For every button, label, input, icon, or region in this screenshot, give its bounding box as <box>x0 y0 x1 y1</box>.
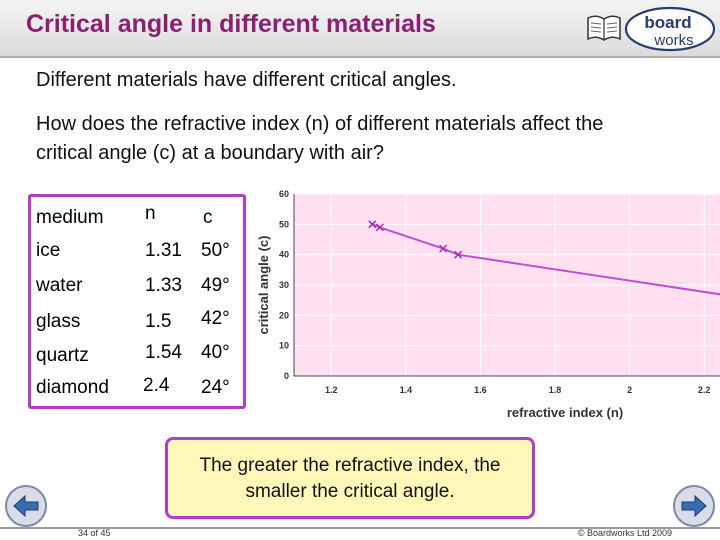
table-cell-c: 24° <box>201 377 230 398</box>
y-tick-label: 20 <box>278 310 289 321</box>
slide-title: Critical angle in different materials <box>26 10 436 38</box>
table-cell-n: 2.4 <box>143 375 170 396</box>
y-tick-label: 40 <box>278 249 289 260</box>
x-tick-label: 1.6 <box>474 385 487 395</box>
x-tick-label: 1.2 <box>325 385 338 395</box>
table-cell-n: 1.54 <box>145 342 182 363</box>
y-tick-label: 50 <box>278 219 289 230</box>
table-header-c: c <box>203 207 213 228</box>
table-cell-c: 50° <box>201 240 230 261</box>
table-cell-n: 1.5 <box>145 311 172 332</box>
logo-line2: works <box>654 32 694 49</box>
page-number: 34 of 45 <box>78 528 111 538</box>
y-tick-label: 30 <box>278 280 289 290</box>
table-cell-n: 1.31 <box>145 240 182 261</box>
y-tick-label: 60 <box>278 189 289 199</box>
logo-line1: board <box>644 13 692 32</box>
materials-table <box>28 194 246 409</box>
header-divider <box>0 56 720 58</box>
x-tick-label: 2.2 <box>697 385 711 395</box>
next-slide-button[interactable] <box>672 484 716 528</box>
y-axis-label: critical angle (c) <box>256 235 271 335</box>
table-cell-c: 42° <box>201 308 230 329</box>
previous-slide-button[interactable] <box>4 484 48 528</box>
intro-text: Different materials have different critical angles. <box>36 69 457 91</box>
critical-angle-chart <box>250 180 711 430</box>
x-axis-label: refractive index (n) <box>506 405 624 420</box>
table-header-n: n <box>145 203 156 224</box>
x-tick-label: 1.8 <box>548 385 562 395</box>
question-text: How does the refractive index (n) of different materials affect the critical angle (c) at a boundary with air? <box>36 113 604 164</box>
table-cell-c: 40° <box>201 342 230 363</box>
table-cell-medium: ice <box>36 240 61 261</box>
book-icon <box>586 13 622 43</box>
x-tick-label: 2 <box>627 385 633 395</box>
copyright-text: © Boardworks Ltd 2009 <box>577 528 672 538</box>
conclusion-callout: The greater the refractive index, the smaller the critical angle. <box>165 437 535 519</box>
table-cell-c: 49° <box>201 275 230 296</box>
table-cell-medium: water <box>36 275 83 296</box>
table-header-medium: medium <box>36 207 104 228</box>
y-tick-label: 0 <box>283 371 289 381</box>
boardworks-logo <box>624 6 716 52</box>
table-cell-medium: quartz <box>36 345 89 366</box>
y-tick-label: 10 <box>278 340 289 351</box>
table-cell-medium: glass <box>36 311 81 332</box>
table-cell-medium: diamond <box>36 377 109 398</box>
x-tick-label: 1.4 <box>399 385 413 395</box>
table-cell-n: 1.33 <box>145 275 182 296</box>
